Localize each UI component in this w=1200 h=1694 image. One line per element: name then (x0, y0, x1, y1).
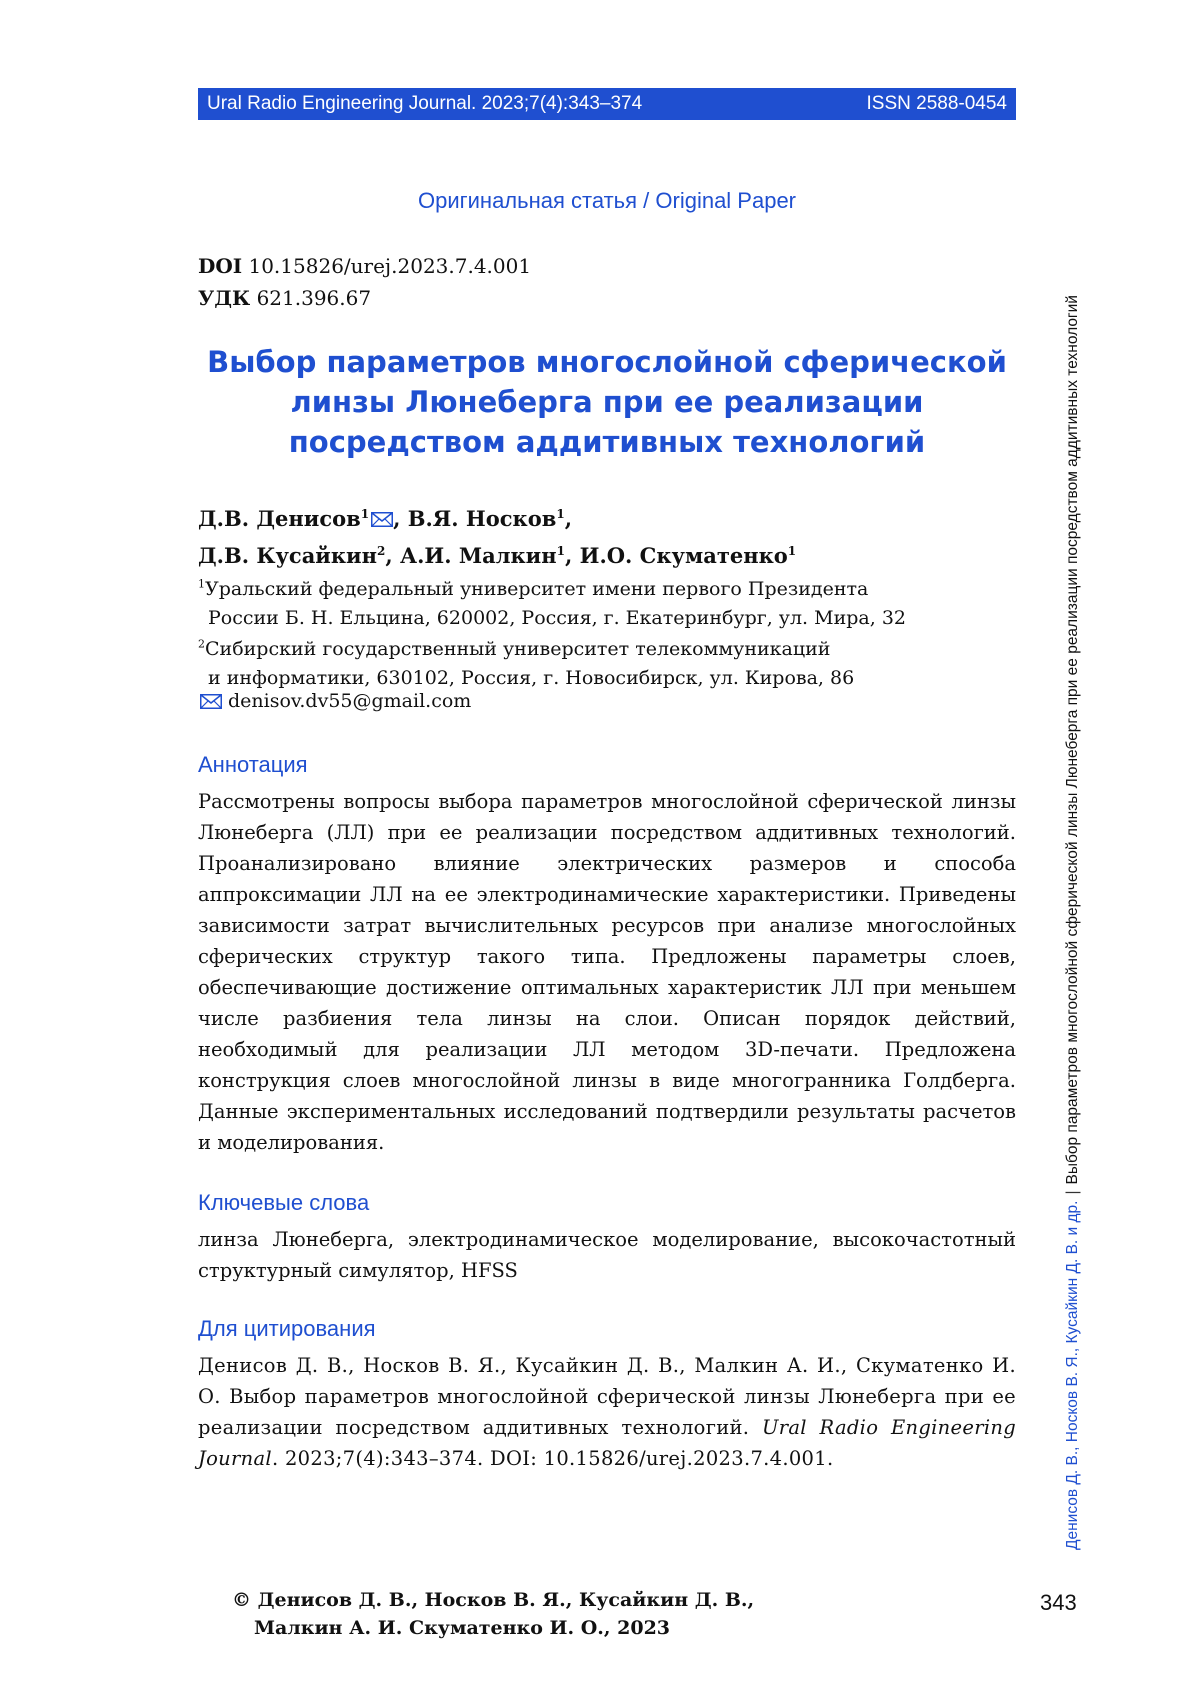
author-name: В.Я. Носков (407, 506, 557, 531)
author-name: Д.В. Кусайкин (198, 543, 377, 568)
side-title: Выбор параметров многослойной сферической линзы Люнеберга при ее реализации посредством аддитивных технологий (1064, 295, 1081, 1185)
citation-tail: . 2023;7(4):343–374. DOI: 10.15826/urej.2023.7.4.001. (271, 1447, 834, 1470)
copyright-line-1: © Денисов Д. В., Носков В. Я., Кусайкин Д. В., (232, 1589, 755, 1611)
envelope-icon (200, 694, 222, 709)
doi-line (198, 250, 531, 282)
journal-citation: Ural Radio Engineering Journal. 2023;7(4):343–374 (207, 93, 643, 114)
page-number: 343 (1040, 1590, 1077, 1615)
keywords-text: линза Люнеберга, электродинамическое моделирование, высокочастотный структурный симулятор, HFSS (198, 1228, 1016, 1282)
affiliation-sup: 2 (198, 638, 205, 651)
journal-header-bar (198, 88, 1016, 120)
udc-line (198, 282, 531, 314)
email-address[interactable]: denisov.dv55@gmail.com (228, 690, 472, 712)
udc-label: УДК (198, 286, 251, 310)
author-affil-sup: 2 (376, 544, 386, 558)
keywords-heading: Ключевые слова (198, 1190, 370, 1215)
issn: ISSN 2588-0454 (866, 93, 1007, 114)
copyright (232, 1586, 754, 1642)
affiliation-line: и информатики, 630102, Россия, г. Новосибирск, ул. Кирова, 86 (208, 667, 855, 690)
copyright-line-2: Малкин А. И. Скуматенко И. О., 2023 (254, 1617, 671, 1639)
article-title (198, 342, 1016, 462)
author-name: И.О. Скуматенко (579, 543, 788, 568)
doi-label: DOI (198, 254, 243, 278)
author-affil-sup: 1 (360, 507, 370, 521)
citation-body: Денисов Д. В., Носков В. Я., Кусайкин Д. В., Малкин А. И., Скуматенко И. О. Выбор параметров многослойной сферической линзы Люнеберга при ее реализации посредством аддитивных технологий. (198, 1354, 1016, 1439)
affiliation-sup: 1 (198, 578, 205, 591)
citation-heading: Для цитирования (198, 1316, 376, 1341)
envelope-icon (371, 512, 393, 527)
author-affil-sup: 1 (787, 544, 797, 558)
affiliation-line: Сибирский государственный университет телекоммуникаций (205, 638, 831, 661)
title-line-2: линзы Люнеберга при ее реализации (290, 385, 924, 419)
affiliation-1 (198, 570, 1018, 633)
affiliation-line: России Б. Н. Ельцина, 620002, Россия, г. Екатеринбург, ул. Мира, 32 (208, 607, 906, 630)
doi-value[interactable]: 10.15826/urej.2023.7.4.001 (248, 254, 532, 278)
side-separator: | (1064, 1190, 1081, 1195)
identifiers (198, 250, 531, 314)
contact-email (198, 690, 471, 712)
author-name: А.И. Малкин (399, 543, 557, 568)
abstract-heading: Аннотация (198, 752, 308, 777)
side-authors: Денисов Д. В., Носков В. Я., Кусайкин Д. В. и др. (1064, 1200, 1081, 1550)
udc-value: 621.396.67 (256, 286, 372, 310)
affiliation-2 (198, 630, 1018, 693)
author-name: Д.В. Денисов (198, 506, 361, 531)
authors-line-2: Д.В. Кусайкин$^2$, А.И. Малкин$^1$, И.О. Скуматенко$^1$ (198, 543, 797, 568)
author-affil-sup: 1 (556, 544, 565, 558)
title-line-3: посредством аддитивных технологий (288, 425, 926, 459)
authors (198, 498, 796, 572)
abstract-text: Рассмотрены вопросы выбора параметров многослойной сферической линзы Люнеберга (ЛЛ) при ее реализации посредством аддитивных технологий. Проанализировано влияние электрических размеров и способа аппроксимации ЛЛ на ее электродинамические характеристики. Приведены зависимости затрат вычислительных ресурсов при анализе многослойных сферических структур такого типа. Предложены параметры слоев, обеспечивающие достижение оптимальных характеристик ЛЛ при меньшем числе разбиения тела линзы на слои. Описан порядок действий, необходимый для реализации ЛЛ методом 3D-печати. Предложена конструкция слоев многослойной линзы в виде многогранника Голдберга. Данные экспериментальных исследований подтвердили результаты расчетов и моделирования. (198, 790, 1016, 1154)
citation-journal: Ural Radio Engineering Journal (198, 1416, 1016, 1470)
paper-type: Оригинальная статья / Original Paper (417, 188, 797, 213)
authors-line-1: Д.В. Денисов$^1$ , В.Я. Носков$^1$, (198, 506, 572, 531)
side-running-header (1064, 295, 1082, 1550)
title-line-1: Выбор параметров многослойной сферической (207, 345, 1007, 379)
affiliation-line: Уральский федеральный университет имени первого Президента (205, 578, 869, 601)
author-affil-sup: 1 (556, 507, 565, 521)
citation-text (198, 1350, 1016, 1474)
